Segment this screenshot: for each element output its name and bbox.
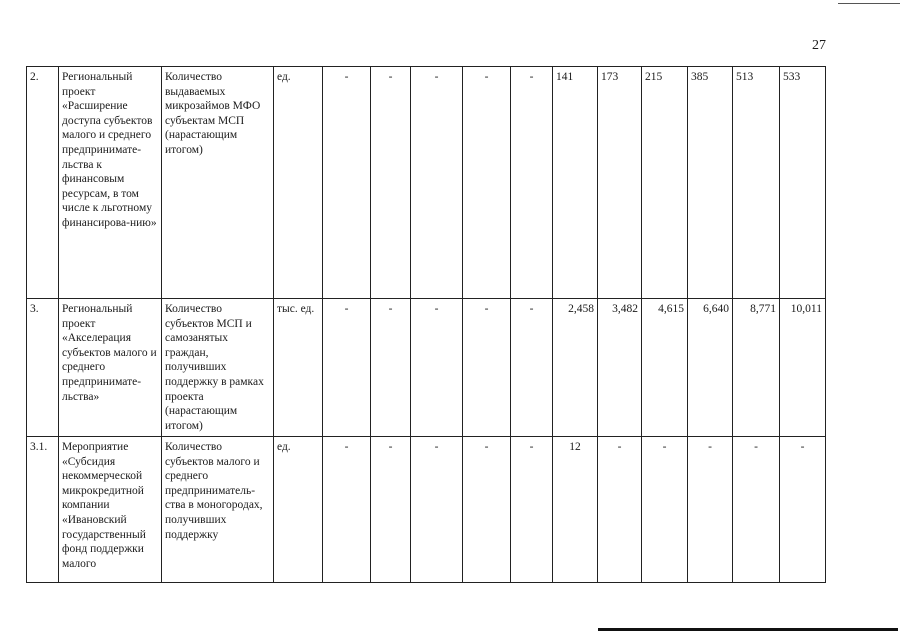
value-cell: -	[511, 437, 553, 583]
value-cell: -	[323, 437, 371, 583]
table-row	[27, 299, 826, 437]
value-cell: -	[733, 437, 780, 583]
value-cell: 4,615	[642, 299, 688, 437]
table-row	[27, 437, 826, 583]
indicator-name: Количество выдаваемых микрозаймов МФО субъектам МСП (нарастающим итогом)	[162, 67, 274, 299]
value-cell: -	[323, 67, 371, 299]
table-row	[27, 67, 826, 299]
value-cell: 12	[553, 437, 598, 583]
value-cell: -	[642, 437, 688, 583]
value-cell: 10,011	[780, 299, 826, 437]
value-cell: 533	[780, 67, 826, 299]
value-cell: 385	[688, 67, 733, 299]
value-cell: -	[598, 437, 642, 583]
indicator-name: Количество субъектов МСП и самозанятых граждан, получивших поддержку в рамках проекта (нарастающим итогом)	[162, 299, 274, 437]
bottom-edge-line	[598, 628, 898, 631]
value-cell: -	[411, 299, 463, 437]
value-cell: -	[463, 299, 511, 437]
value-cell: -	[371, 299, 411, 437]
indicators-table	[26, 66, 826, 583]
project-name: Мероприятие «Субсидия некоммерческой микрокредитной компании «Ивановский государственный фонд поддержки малого	[59, 437, 162, 583]
value-cell: -	[463, 437, 511, 583]
project-name: Региональный проект «Расширение доступа субъектов малого и среднего предпринимате-льства к финансовым ресурсам, в том числе к льготному финансирова-нию»	[59, 67, 162, 299]
value-cell: -	[511, 299, 553, 437]
value-cell: 2,458	[553, 299, 598, 437]
value-cell: 6,640	[688, 299, 733, 437]
value-cell: -	[511, 67, 553, 299]
value-cell: 3,482	[598, 299, 642, 437]
top-edge-line	[838, 3, 900, 4]
value-cell: 8,771	[733, 299, 780, 437]
unit-cell: ед.	[274, 437, 323, 583]
indicator-name: Количество субъектов малого и среднего предприниматель-ства в моногородах, получивших поддержку	[162, 437, 274, 583]
value-cell: 173	[598, 67, 642, 299]
row-number: 2.	[27, 67, 59, 299]
value-cell: -	[323, 299, 371, 437]
value-cell: -	[371, 437, 411, 583]
row-number: 3.1.	[27, 437, 59, 583]
value-cell: -	[411, 437, 463, 583]
value-cell: -	[463, 67, 511, 299]
value-cell: 513	[733, 67, 780, 299]
row-number: 3.	[27, 299, 59, 437]
page-number: 27	[812, 38, 826, 53]
value-cell: 141	[553, 67, 598, 299]
value-cell: -	[411, 67, 463, 299]
project-name: Региональный проект «Акселерация субъектов малого и среднего предпринимате-льства»	[59, 299, 162, 437]
value-cell: 215	[642, 67, 688, 299]
unit-cell: ед.	[274, 67, 323, 299]
value-cell: -	[371, 67, 411, 299]
unit-cell: тыс. ед.	[274, 299, 323, 437]
value-cell: -	[780, 437, 826, 583]
value-cell: -	[688, 437, 733, 583]
